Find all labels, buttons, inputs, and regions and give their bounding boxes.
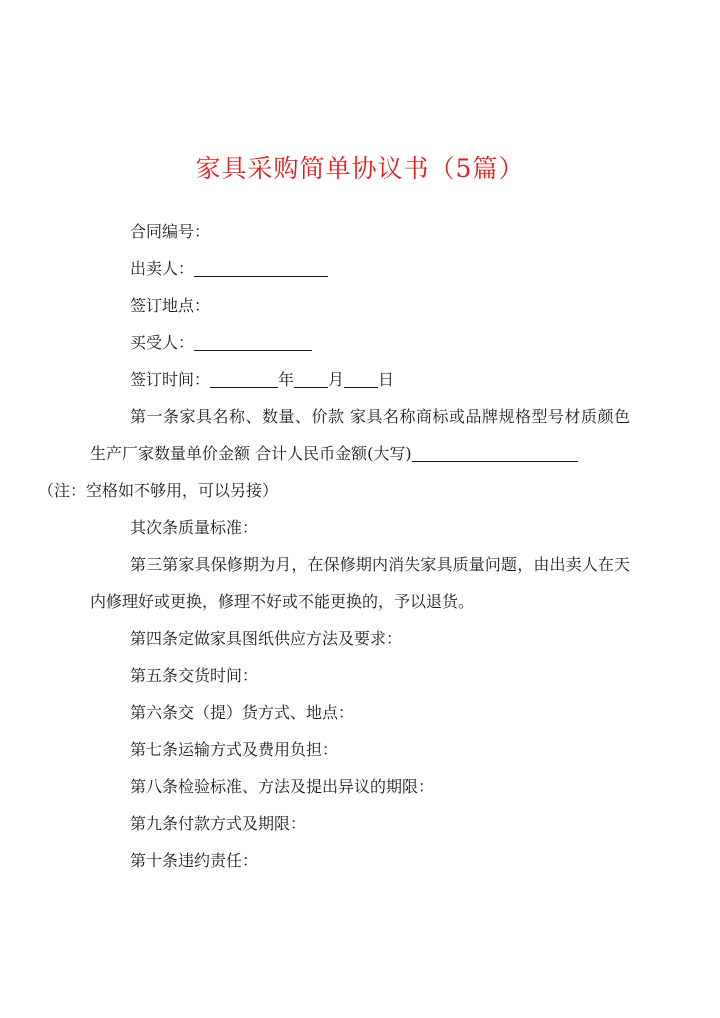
- article-8-paragraph: [90, 768, 630, 805]
- contract-number-label: 合同编号：: [130, 222, 211, 241]
- buyer-blank: [194, 332, 312, 351]
- article-5-text: 第五条交货时间：: [130, 666, 259, 685]
- sign-time-month-label: 月: [328, 370, 345, 389]
- sign-time-month-blank: [294, 369, 328, 388]
- sign-time-label: 签订时间：: [130, 370, 211, 389]
- seller-blank: [194, 258, 328, 277]
- buyer-label: 买受人：: [130, 333, 195, 352]
- sign-time-year-blank: [210, 369, 278, 388]
- article-4-text: 第四条定做家具图纸供应方法及要求：: [130, 629, 403, 648]
- article-8-text: 第八条检验标准、方法及提出异议的期限：: [130, 777, 435, 796]
- article-10-text: 第十条违约责任：: [130, 851, 259, 870]
- sign-place-label: 签订地点：: [130, 296, 211, 315]
- document-title: 家具采购简单协议书（5篇）: [195, 154, 525, 183]
- sign-time-day-blank: [344, 369, 378, 388]
- article-7-paragraph: [90, 731, 630, 768]
- article-6-paragraph: [90, 694, 630, 731]
- article-5-paragraph: [90, 657, 630, 694]
- article-4-paragraph: [90, 620, 630, 657]
- seller-line: [90, 255, 630, 292]
- article-2-text: 其次条质量标准：: [130, 518, 259, 537]
- article-10-paragraph: [90, 842, 630, 879]
- article-1-text: 第一条家具名称、数量、价款 家具名称商标或品牌规格型号材质颜色生产厂家数量单价金额 合计人民币金额(大写): [90, 407, 630, 463]
- article-9-text: 第九条付款方式及期限：: [130, 814, 307, 833]
- seller-label: 出卖人：: [130, 259, 195, 278]
- article-3-text: 第三第家具保修期为月，在保修期内消失家具质量问题，由出卖人在天内修理好或更换，修理不好或不能更换的，予以退货。: [90, 555, 630, 611]
- contract-number-line: [90, 218, 630, 255]
- sign-time-day-label: 日: [378, 370, 395, 389]
- article-1-note: （注：空格如不够用，可以另接）: [38, 481, 279, 500]
- article-9-paragraph: [90, 805, 630, 842]
- sign-time-year-label: 年: [278, 370, 295, 389]
- article-1-paragraph: [38, 398, 630, 509]
- article-3-paragraph: [90, 546, 630, 620]
- article-7-text: 第七条运输方式及费用负担：: [130, 740, 339, 759]
- article-6-text: 第六条交（提）货方式、地点：: [130, 703, 355, 722]
- document-body: [38, 218, 630, 879]
- article-2-paragraph: [90, 509, 630, 546]
- sign-place-line: [90, 292, 630, 329]
- buyer-line: [90, 329, 630, 366]
- article-1-amount-blank: [412, 443, 578, 462]
